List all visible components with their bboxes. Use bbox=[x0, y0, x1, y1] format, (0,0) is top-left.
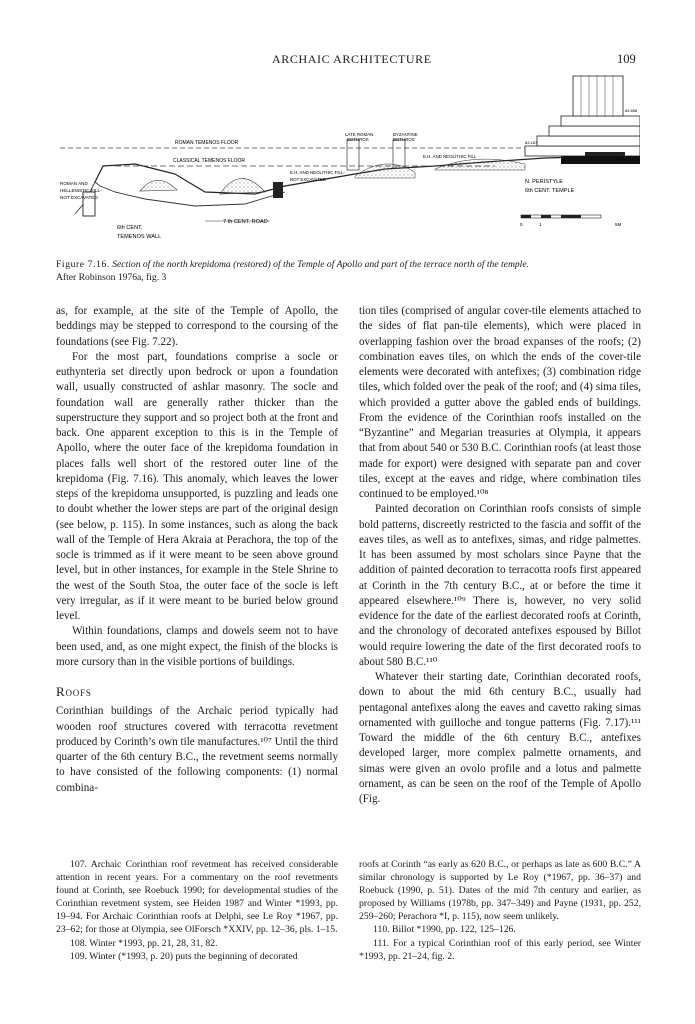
footnote-109-continued: roofs at Corinth “as early as 620 B.C., or perhaps as late as 600 B.C.” A similar chronology is supported by Le Roy (*1967, pp. 36–37) and Roebuck (1990, p. 51). Dates of the mid 7th century and earlier, as proposed by Williams (1978b, pp. 347–349) and Payne (1931, pp. 252, 259–260; Perachora *I, p. 115), now seem unlikely. bbox=[359, 859, 641, 923]
label-byzantine: BYZANTINE bbox=[393, 132, 418, 137]
krepidoma-steps bbox=[525, 116, 640, 156]
label-elev-3: 82.394 bbox=[615, 156, 628, 161]
label-roman-fill-3: NOT EXCAVATED bbox=[60, 195, 98, 200]
paragraph: For the most part, foundations comprise a socle or euthynteria set directly upon bedrock or upon a foundation wall, usually constructed of ashlar masonry. The socle and foundation wall are generally rather thicker than the superstructure they support and so project both at the front and back. One apparent exception to this is in the Temple of Apollo, where the outer face of the krepidoma foundation in places falls well short of the restored outer line of the krepidoma (Fig. 7.16). This anomaly, which leaves the lower steps of the krepidoma unsupported, is puzzling and leads one to doubt whether the lower steps are part of the original design (see below, p. 115). In some instances, such as along the back wall of the Temple of Hera Akraia at Perachora, the top of the socle is trimmed as if it were meant to be seen above ground level, but in other instances, for example in the Stele Shrine to the west of the South Stoa, the outer face of the socle is left very irregular, as if it were meant to be buried below ground level. bbox=[56, 350, 338, 622]
section-drawing-figure bbox=[55, 74, 640, 250]
body-column-right bbox=[359, 304, 641, 807]
label-peristyle-2: 6th CENT. TEMPLE bbox=[525, 188, 575, 194]
running-head bbox=[0, 52, 695, 68]
label-wall-2: TEMENOS WALL bbox=[117, 234, 162, 240]
section-heading-roofs: Roofs bbox=[56, 684, 92, 699]
label-eh-fill-2: E.H. AND NEOLITHIC FILL- bbox=[290, 170, 345, 175]
label-bothros-1: BOTHROS bbox=[347, 137, 369, 142]
label-roman-fill-2: HELLENISTIC FILL- bbox=[60, 188, 102, 193]
footnote-108: 108. Winter *1993, pp. 21, 28, 31, 82. bbox=[70, 937, 218, 949]
label-wall-1: 6th CENT. bbox=[117, 225, 143, 231]
paragraph: Within foundations, clamps and dowels seem not to have been used, and, as one might expect, the finish of the blocks is more cursory than in the visible portions of buildings. bbox=[56, 625, 338, 668]
paragraph: Whatever their starting date, Corinthian decorated roofs, down to about the mid 6th century B.C., usually had pentagonal antefixes along the eaves and cavetto raking simas ornamented with guilloche and tongue patterns (Fig. 7.17).¹¹¹ Toward the middle of the 6th century B.C., antefixes developed larger, more complex palmette ornaments, and simas were given an ovolo profile and a lotus and palmette ornament, as can be seen on the roof of the Temple of Apollo (Fig. bbox=[359, 671, 641, 805]
label-bothros-2: BOTHROS bbox=[393, 137, 415, 142]
footnote-107: 107. Archaic Corinthian roof revetment has received considerable attention in recent years. For a commentary on the roof revetments found at Corinth, see Roebuck 1990; for developmental studies of the Corinthian revetment system, see Heiden 1987 and Winter *1993, pp. 19–94. For Archaic Corinthian roofs at Delphi, see Le Roy *1967, pp. 23–62; for those at Olympia, see OlForsch *XXIV, pp. 12–36, pls. 1–15. bbox=[56, 859, 338, 936]
column-shaft bbox=[573, 76, 623, 116]
caption-text: Section of the north krepidoma (restored) of the Temple of Apollo and part of the terrace north of the temple. bbox=[112, 259, 529, 270]
label-classical-floor: CLASSICAL TEMENOS FLOOR bbox=[173, 158, 245, 164]
label-eh-fill-1: E.H. AND NEOLITHIC FILL bbox=[423, 154, 477, 159]
label-eh-fill-3: NOT EXCAVATED bbox=[290, 177, 327, 182]
body-column-left bbox=[56, 304, 338, 796]
paragraph: tion tiles (comprised of angular cover-tile elements attached to the sides of flat pan-tile elements), which were placed in overlapping fashion over the broad expanses of the roofs; (2) combination eaves tiles, on which the ends of the cover-tile elements were decorated with antefixes; (3) combination ridge tiles, which folded over the peak of the roof; and (4) sima tiles, which provided a gutter above the gabled ends of buildings. From the evidence of the Corinthian roofs installed on the “Byzantine” and Megarian treasuries at Olympia, it appears that from about 540 or 530 B.C. Corinthian roofs (at least those made for export) were designed with separate pan and cover tiles, except at the eaves and ridge, where combination tiles continued to be employed.¹⁰⁸ bbox=[359, 305, 641, 500]
paragraph: Corinthian buildings of the Archaic period typically had wooden roof structures covered with terracotta revetment produced by Corinth’s own tile manufactures.¹⁰⁷ Until the third quarter of the 6th century B.C., the revetment seems normally to have consisted of the following components: (1) normal combina- bbox=[56, 705, 338, 794]
caption-label: Figure 7.16. bbox=[56, 259, 110, 270]
fill-mound-2 bbox=[220, 178, 265, 194]
scale-label-1: 1 bbox=[539, 222, 542, 227]
label-late-roman: LATE ROMAN bbox=[345, 132, 374, 137]
paragraph: Painted decoration on Corinthian roofs consists of simple bold patterns, discreetly restricted to the fascia and soffit of the eaves tiles, as well as to antefixes, simas, and ridge palmettes. It has been assumed by most scholars since Payne that the addition of painted decoration to terracotta roofs first appeared at Corinth in the 7th century B.C., at or before the time it appeared elsewhere.¹⁰⁹ There is, however, no very solid evidence for the date of the earliest decorated roofs at Corinth, and the chronology of decorated antefixes espoused by Billot would require lowering the date of the first decorated roofs to about 580 B.C.¹¹⁰ bbox=[359, 503, 641, 668]
label-elev-2: 83.187 bbox=[525, 140, 538, 145]
footnote-109: 109. Winter (*1993, p. 20) puts the beginning of decorated bbox=[70, 950, 298, 962]
fill-mound-1 bbox=[140, 180, 177, 191]
running-head-title: ARCHAIC ARCHITECTURE bbox=[272, 52, 432, 66]
label-roman-fill: ROMAN AND bbox=[60, 181, 88, 186]
scale-bar bbox=[521, 215, 601, 218]
scale-label-0: 0 bbox=[520, 222, 523, 227]
caption-source: After Robinson 1976a, fig. 3 bbox=[56, 272, 167, 283]
label-roman-floor: ROMAN TEMENOS FLOOR bbox=[175, 140, 239, 146]
label-elev-1: 84.858 bbox=[625, 108, 638, 113]
page-number: 109 bbox=[617, 52, 636, 66]
scale-label-5: 5M bbox=[615, 222, 622, 227]
footnote-110: 110. Billot *1990, pp. 122, 125–126. bbox=[373, 924, 516, 936]
bothros-byzantine bbox=[393, 140, 405, 168]
label-road: 7 th CENT. ROAD bbox=[223, 219, 268, 225]
footnote-111: 111. For a typical Corinthian roof of this early period, see Winter *1993, pp. 21–24, fig. 2. bbox=[359, 937, 641, 962]
bothros-late-roman bbox=[347, 140, 359, 170]
foundation-block bbox=[561, 156, 640, 164]
footnotes-right bbox=[359, 858, 641, 963]
figure-caption bbox=[56, 258, 646, 284]
road-wall bbox=[273, 182, 283, 198]
label-peristyle-1: N. PERISTYLE bbox=[525, 179, 563, 185]
footnotes-left bbox=[56, 858, 338, 963]
paragraph: as, for example, at the site of the Temple of Apollo, the beddings may be stepped to correspond to the coursing of the foundations (see Fig. 7.22). bbox=[56, 305, 338, 348]
